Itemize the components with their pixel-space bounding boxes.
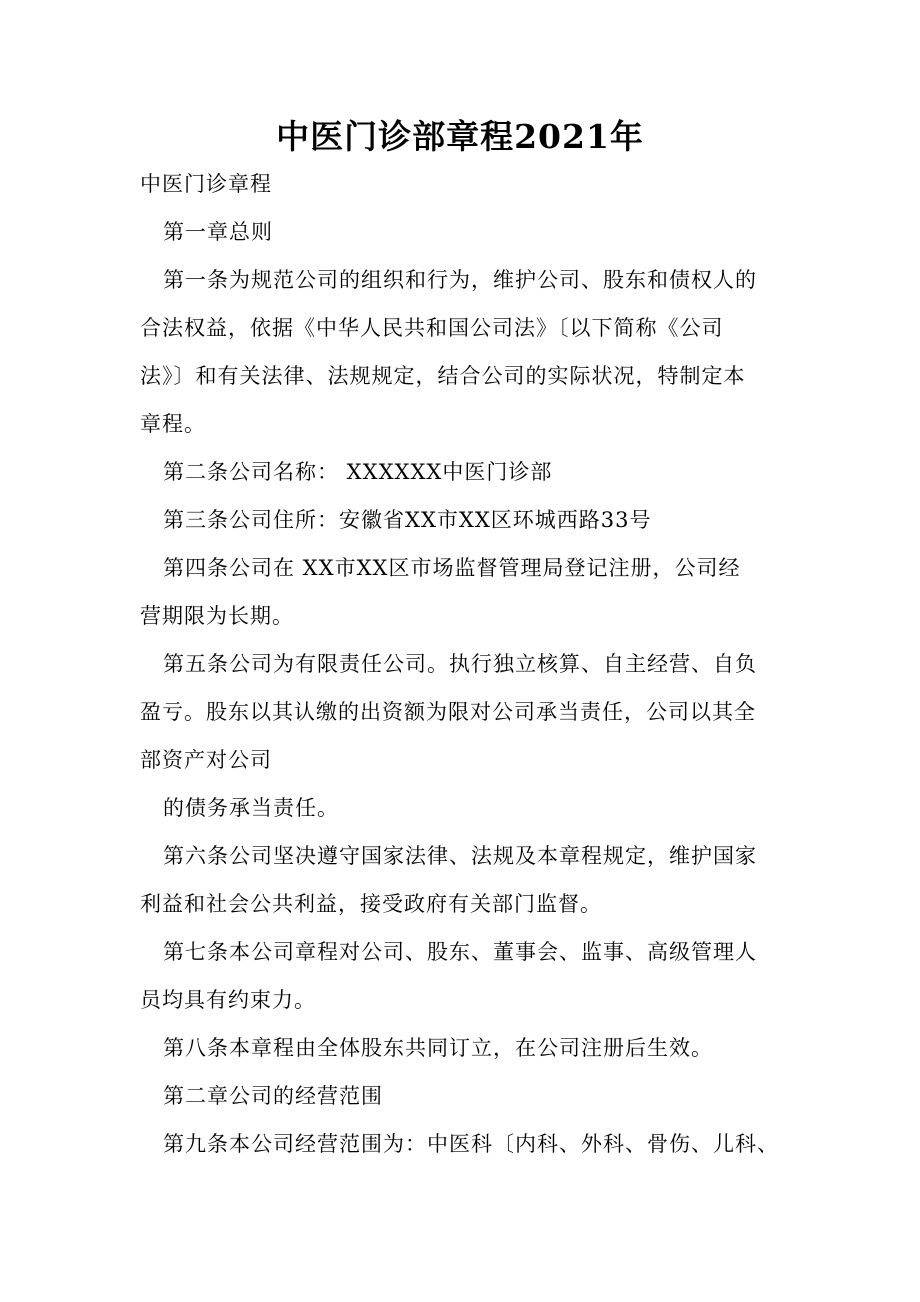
- body-line: 第三条公司住所：安徽省XX市XX区环城西路33号: [163, 508, 652, 532]
- body-line: 第一条为规范公司的组织和行为，维护公司、股东和债权人的: [163, 268, 757, 292]
- body-line: 利益和社会公共利益，接受政府有关部门监督。: [140, 892, 602, 916]
- chapter-heading: 第一章总则: [163, 220, 273, 244]
- body-line: 的债务承当责任。: [163, 796, 339, 820]
- subtitle-line: 中医门诊章程: [140, 172, 272, 196]
- body-line: 第九条本公司经营范围为：中医科〔内科、外科、骨伤、儿科、: [163, 1132, 779, 1156]
- document-title: 中医门诊部章程2021年: [276, 117, 644, 156]
- body-line: 营期限为长期。: [140, 604, 294, 628]
- body-line: 部资产对公司: [140, 748, 272, 772]
- body-line: 第六条公司坚决遵守国家法律、法规及本章程规定，维护国家: [163, 844, 757, 868]
- body-line: 第二条公司名称： XXXXXX中医门诊部: [163, 460, 553, 484]
- body-line: 第四条公司在 XX市XX区市场监督管理局登记注册，公司经: [163, 556, 741, 580]
- body-line: 章程。: [140, 412, 206, 436]
- body-line: 合法权益，依据《中华人民共和国公司法》〔以下简称《公司: [140, 316, 724, 340]
- body-line: 第八条本章程由全体股东共同订立，在公司注册后生效。: [163, 1036, 713, 1060]
- chapter-heading: 第二章公司的经营范围: [163, 1084, 383, 1108]
- body-line: 员均具有约束力。: [140, 988, 316, 1012]
- body-line: 法》〕和有关法律、法规规定，结合公司的实际状况，特制定本: [140, 364, 746, 388]
- body-line: 第七条本公司章程对公司、股东、董事会、监事、高级管理人: [163, 940, 757, 964]
- body-line: 盈亏。股东以其认缴的出资额为限对公司承当责任，公司以其全: [140, 700, 756, 724]
- body-line: 第五条公司为有限责任公司。执行独立核算、自主经营、自负: [163, 652, 757, 676]
